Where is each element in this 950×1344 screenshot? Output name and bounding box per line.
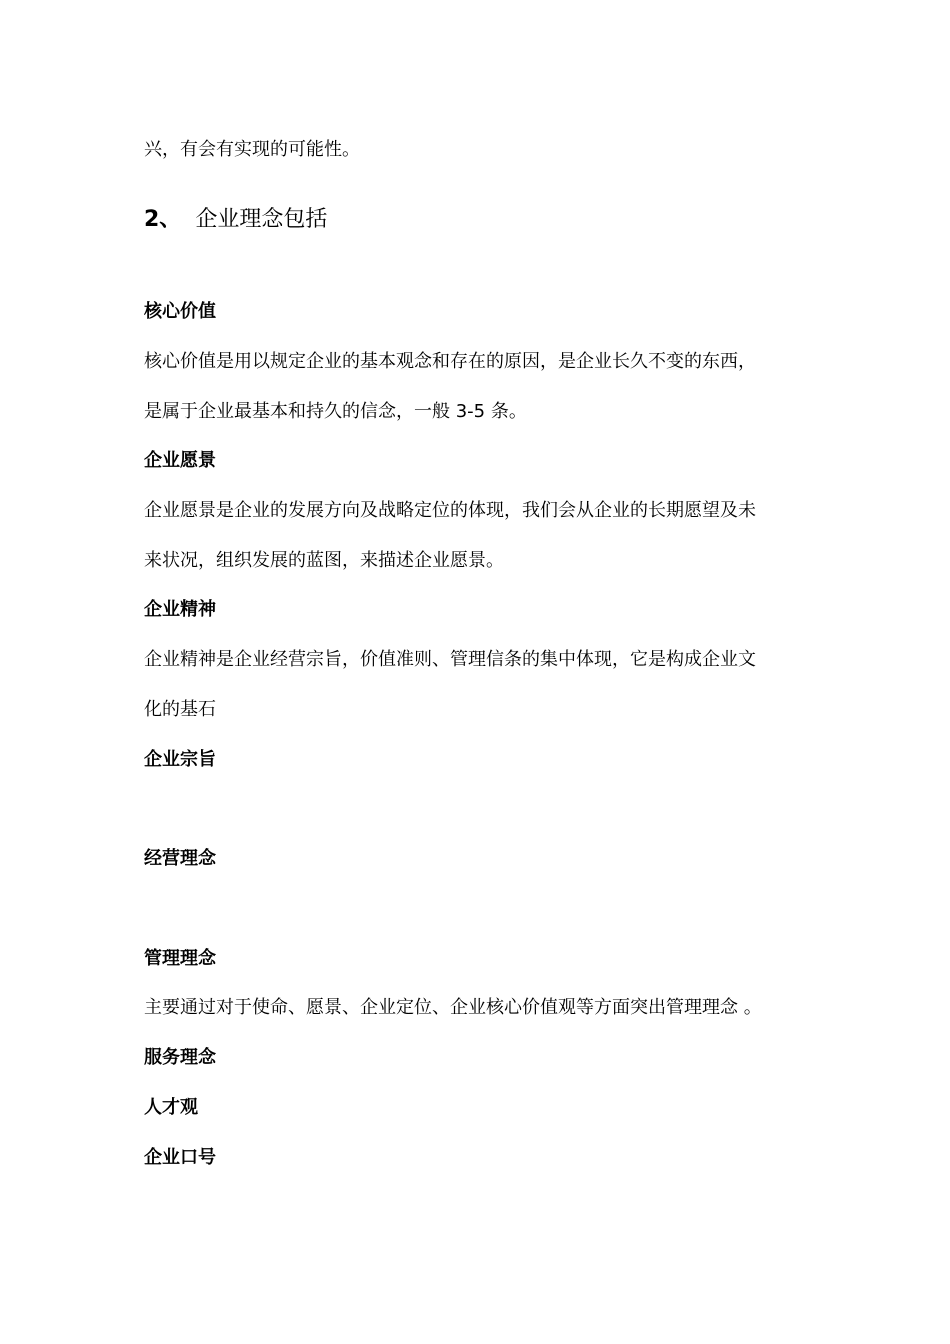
section-number: 2、 bbox=[144, 207, 182, 232]
vision-heading: 企业愿景 bbox=[144, 450, 216, 471]
spirit-line-2: 化的基石 bbox=[144, 699, 216, 720]
purpose-heading: 企业宗旨 bbox=[144, 749, 216, 770]
slogan-heading: 企业口号 bbox=[144, 1147, 216, 1168]
vision-line-2: 来状况，组织发展的蓝图，来描述企业愿景。 bbox=[144, 550, 504, 571]
spirit-line-1: 企业精神是企业经营宗旨，价值准则、管理信条的集中体现，它是构成企业文 bbox=[144, 649, 756, 670]
spirit-heading: 企业精神 bbox=[144, 599, 216, 620]
section-title bbox=[144, 203, 824, 237]
management-philosophy-line-1: 主要通过对于使命、愿景、企业定位、企业核心价值观等方面突出管理理念 。 bbox=[144, 997, 762, 1018]
business-philosophy-heading: 经营理念 bbox=[144, 848, 216, 869]
section-title-text: 企业理念包括 bbox=[195, 207, 328, 232]
service-philosophy-heading: 服务理念 bbox=[144, 1047, 216, 1068]
management-philosophy-heading: 管理理念 bbox=[144, 948, 216, 969]
talent-view-heading: 人才观 bbox=[144, 1097, 198, 1118]
vision-line-1: 企业愿景是企业的发展方向及战略定位的体现，我们会从企业的长期愿望及未 bbox=[144, 500, 756, 521]
core-value-heading: 核心价值 bbox=[144, 301, 216, 322]
intro-line: 兴，有会有实现的可能性。 bbox=[144, 139, 360, 160]
core-value-line-2: 是属于企业最基本和持久的信念，一般 3-5 条。 bbox=[144, 401, 527, 422]
core-value-line-1: 核心价值是用以规定企业的基本观念和存在的原因，是企业长久不变的东西， bbox=[144, 351, 756, 372]
